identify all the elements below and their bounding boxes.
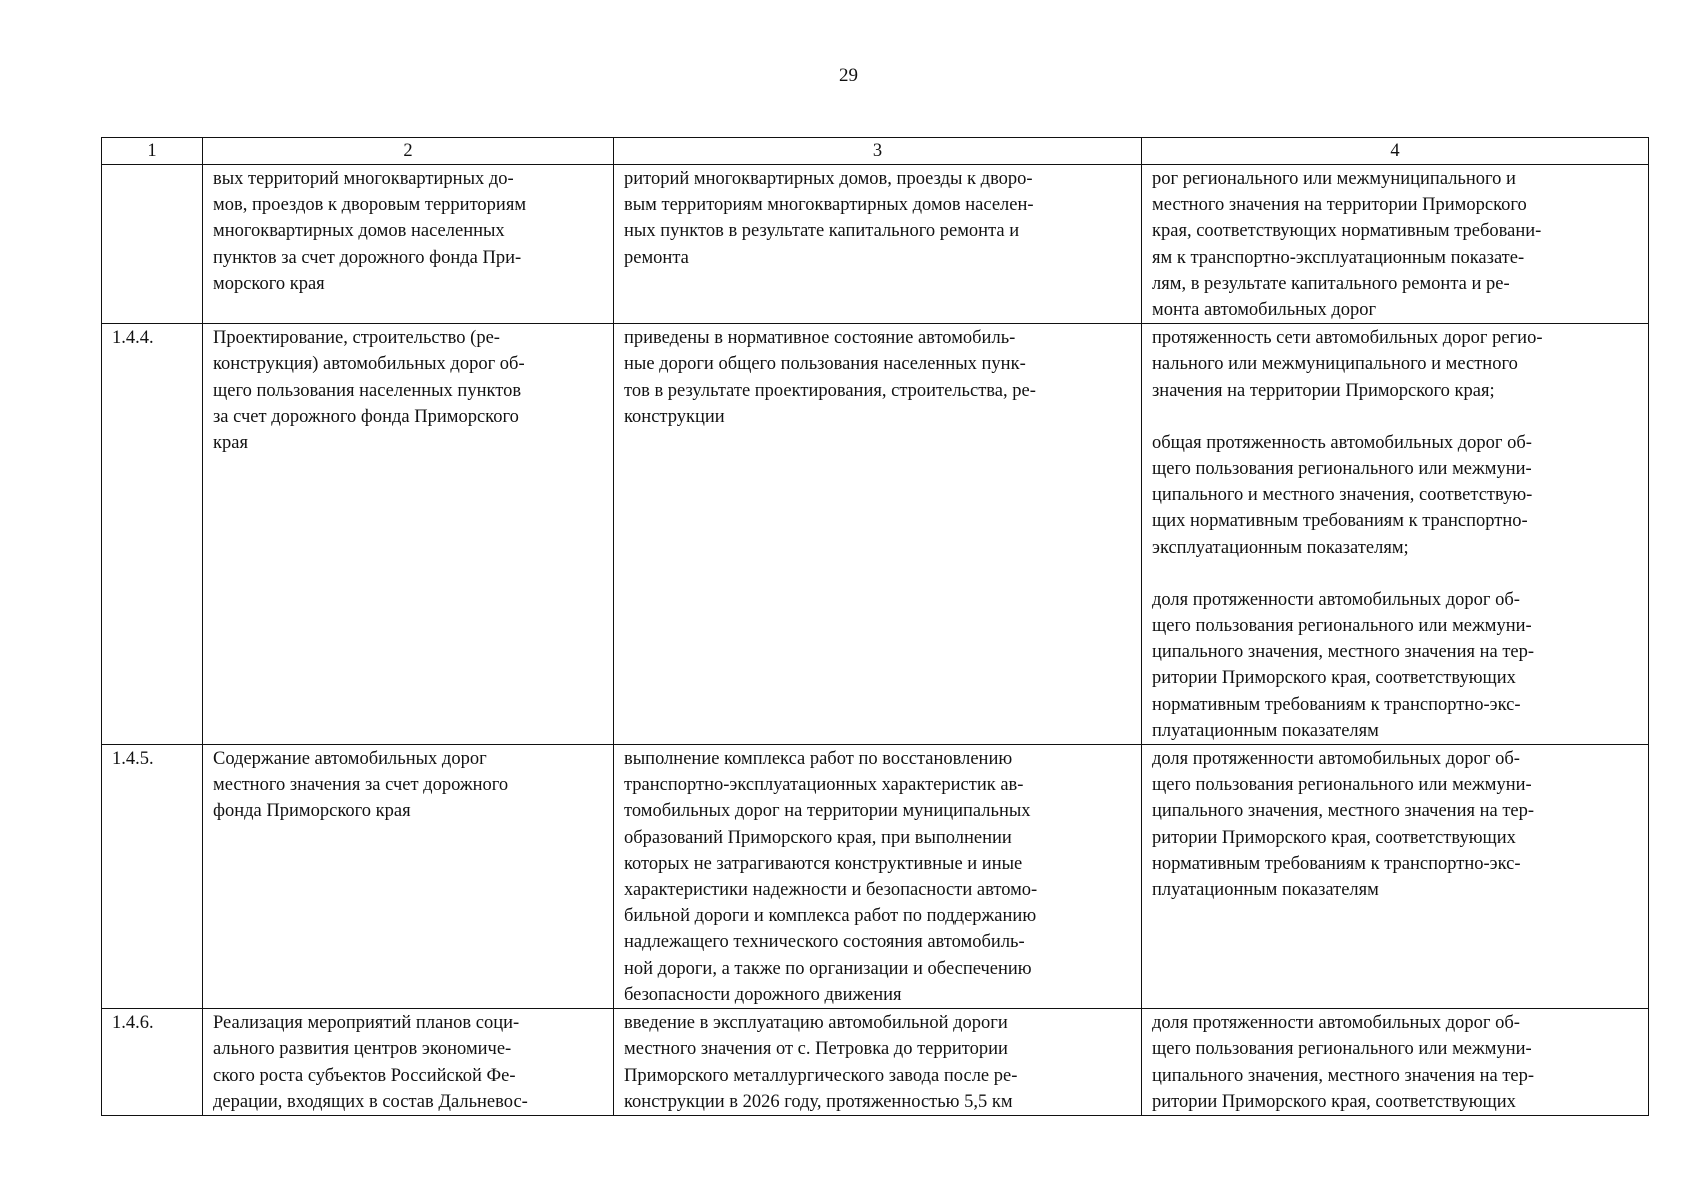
row-number: 1.4.4. <box>102 324 203 745</box>
table-row <box>102 324 1649 745</box>
expected-result: выполнение комплекса работ по восстановлению транспортно-эксплуатационных характеристик ав- томобильных дорог на территории муниципальных образований Приморского края, при выполнении которых не затрагиваются конструктивные и иные характеристики надежности и безопасности автомо- бильной дороги и комплекса работ по поддержанию надлежащего технического состояния автомобиль- ной дороги, а также по организации и обеспечению безопасности дорожного движения <box>614 745 1142 1009</box>
row-number: 1.4.6. <box>102 1009 203 1116</box>
row-number <box>102 165 203 324</box>
column-number-1: 1 <box>102 138 203 165</box>
indicators <box>1142 1009 1649 1116</box>
indicator-text: протяженность сети автомобильных дорог регио- нального или межмуниципального и местного значения на территории Приморского края; <box>1152 328 1543 401</box>
indicator-text: доля протяженности автомобильных дорог об- щего пользования регионального или межмуни- ципального значения, местного значения на тер- ритории Приморского края, соответствующих <box>1152 1013 1535 1112</box>
indicators <box>1142 165 1649 324</box>
measures-table <box>101 137 1649 1116</box>
measure-name: вых территорий многоквартирных до- мов, проездов к дворовым территориям многоквартирных домов населенных пунктов за счет дорожного фонда При- морского края <box>203 165 614 324</box>
table-row <box>102 1009 1649 1116</box>
page-number: 29 <box>839 65 858 86</box>
table-header-row <box>102 138 1649 165</box>
indicator-text: общая протяженность автомобильных дорог об- щего пользования регионального или межмуни- ципального и местного значения, соответствую- щих нормативным требованиям к транспортно- эксплуатационным показателям; <box>1152 432 1533 558</box>
expected-result: приведены в нормативное состояние автомобиль- ные дороги общего пользования населенных пунк- тов в результате проектирования, строительства, ре- конструкции <box>614 324 1142 745</box>
column-number-3: 3 <box>614 138 1142 165</box>
indicator-text: доля протяженности автомобильных дорог об- щего пользования регионального или межмуни- ципального значения, местного значения на тер- ритории Приморского края, соответствующих нормативным требованиям к транспортно-экс- плуатационным показателям <box>1152 749 1535 901</box>
table-row <box>102 745 1649 1009</box>
indicators <box>1142 324 1649 745</box>
expected-result: введение в эксплуатацию автомобильной дороги местного значения от с. Петровка до территории Приморского металлургического завода после ре- конструкции в 2026 году, протяженностью 5,5 км <box>614 1009 1142 1116</box>
row-number: 1.4.5. <box>102 745 203 1009</box>
measure-name: Проектирование, строительство (ре- конструкция) автомобильных дорог об- щего пользования населенных пунктов за счет дорожного фонда Приморского края <box>203 324 614 745</box>
column-number-4: 4 <box>1142 138 1649 165</box>
measure-name: Содержание автомобильных дорог местного значения за счет дорожного фонда Приморского края <box>203 745 614 1009</box>
expected-result: риторий многоквартирных домов, проезды к дворо- вым территориям многоквартирных домов населен- ных пунктов в результате капитального ремонта и ремонта <box>614 165 1142 324</box>
column-number-2: 2 <box>203 138 614 165</box>
indicator-text: рог регионального или межмуниципального и местного значения на территории Приморского края, соответствующих нормативным требовани- ям к транспортно-эксплуатационным показате- лям, в результате капитального ремонта и ре- монта автомобильных дорог <box>1152 169 1542 321</box>
indicators <box>1142 745 1649 1009</box>
measure-name: Реализация мероприятий планов соци- ального развития центров экономиче- ского роста субъектов Российской Фе- дерации, входящих в состав Дальневос- <box>203 1009 614 1116</box>
indicator-text: доля протяженности автомобильных дорог об- щего пользования регионального или межмуни- ципального значения, местного значения на тер- ритории Приморского края, соответствующих нормативным требованиям к транспортно-экс- плуатационным показателям <box>1152 589 1535 741</box>
table-row <box>102 165 1649 324</box>
